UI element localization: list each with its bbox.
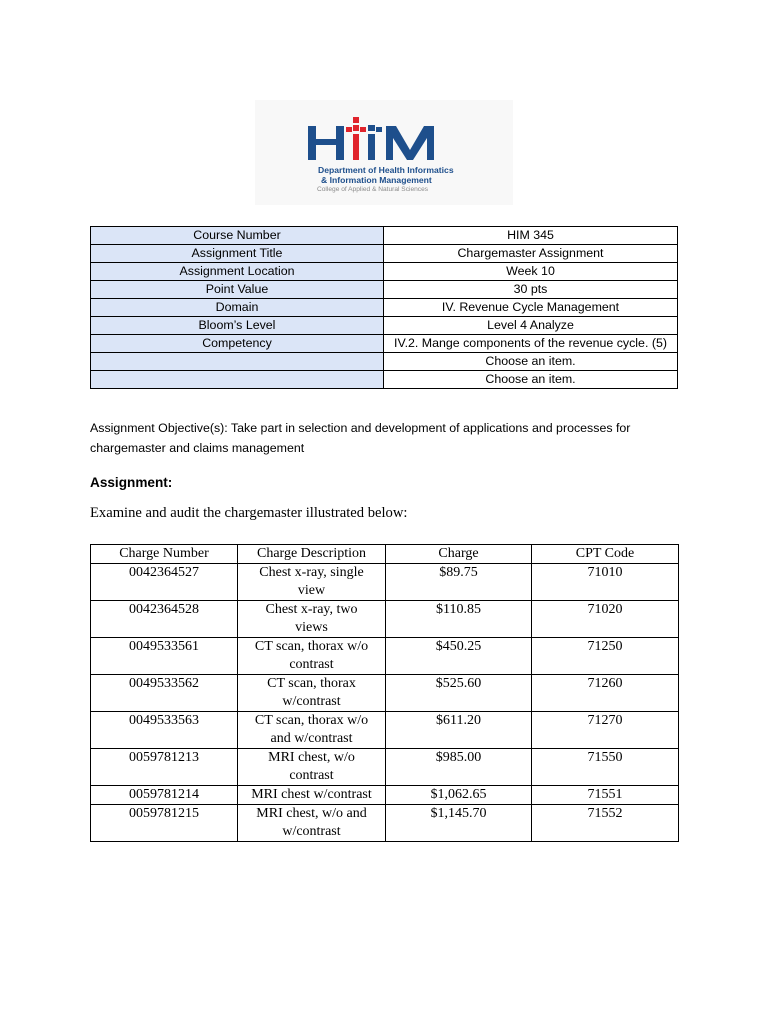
cpt-code: 71551 [532, 786, 679, 805]
info-value: Chargemaster Assignment [384, 245, 678, 263]
table-row [91, 317, 678, 335]
table-row [91, 335, 678, 353]
charge-number: 0049533561 [91, 638, 238, 675]
logo-department-line: Department of Health Informatics [318, 165, 454, 175]
table-row [91, 281, 678, 299]
cpt-code: 71550 [532, 749, 679, 786]
chargemaster-table [90, 544, 679, 842]
table-row [91, 564, 679, 601]
charge-description [238, 675, 386, 712]
table-row [91, 263, 678, 281]
charge-amount: $611.20 [386, 712, 532, 749]
column-header: Charge Description [238, 545, 386, 564]
info-value: Level 4 Analyze [384, 317, 678, 335]
cpt-code: 71010 [532, 564, 679, 601]
info-label: Assignment Title [91, 245, 384, 263]
table-row [91, 601, 679, 638]
table-row [91, 227, 678, 245]
description-line: CT scan, thorax [267, 676, 356, 691]
column-header: Charge Number [91, 545, 238, 564]
cpt-code: 71250 [532, 638, 679, 675]
info-label: Domain [91, 299, 384, 317]
description-line: w/contrast [282, 824, 341, 839]
charge-number: 0042364528 [91, 601, 238, 638]
info-label [91, 371, 384, 389]
description-line: CT scan, thorax w/o [254, 713, 369, 728]
table-row [91, 371, 678, 389]
description-line: contrast [289, 657, 334, 672]
assignment-objective [90, 418, 680, 458]
info-label: Bloom’s Level [91, 317, 384, 335]
course-info-table [90, 226, 678, 389]
table-row [91, 675, 679, 712]
charge-description [238, 601, 386, 638]
charge-description [238, 786, 386, 805]
column-header: CPT Code [532, 545, 679, 564]
description-line: Chest x-ray, single [259, 565, 364, 580]
description-line: MRI chest, w/o and [256, 806, 367, 821]
table-row [91, 638, 679, 675]
table-row [91, 749, 679, 786]
cpt-code: 71020 [532, 601, 679, 638]
info-value: Week 10 [384, 263, 678, 281]
charge-description [238, 638, 386, 675]
charge-description [238, 712, 386, 749]
table-row [91, 786, 679, 805]
logo-college-line: College of Applied & Natural Sciences [317, 186, 429, 193]
examine-instruction: Examine and audit the chargemaster illustrated below: [90, 505, 408, 521]
table-row [91, 353, 678, 371]
charge-description [238, 564, 386, 601]
table-header-row [91, 545, 679, 564]
info-label [91, 353, 384, 371]
description-line: view [297, 583, 326, 598]
info-value: HIM 345 [384, 227, 678, 245]
assignment-heading: Assignment: [90, 475, 173, 490]
table-row [91, 245, 678, 263]
table-row [91, 299, 678, 317]
description-line: views [295, 620, 328, 635]
charge-description [238, 749, 386, 786]
cpt-code: 71260 [532, 675, 679, 712]
description-line: contrast [289, 768, 334, 783]
description-line: w/contrast [282, 694, 341, 709]
objective-line: chargemaster and claims management [90, 441, 305, 455]
cpt-code: 71270 [532, 712, 679, 749]
choose-item-dropdown[interactable]: Choose an item. [384, 371, 678, 389]
charge-amount: $985.00 [386, 749, 532, 786]
charge-number: 0049533563 [91, 712, 238, 749]
charge-number: 0059781214 [91, 786, 238, 805]
info-value: 30 pts [384, 281, 678, 299]
charge-amount: $1,062.65 [386, 786, 532, 805]
charge-amount: $525.60 [386, 675, 532, 712]
charge-number: 0059781213 [91, 749, 238, 786]
description-line: MRI chest w/contrast [251, 787, 372, 802]
charge-description [238, 805, 386, 842]
info-label: Assignment Location [91, 263, 384, 281]
info-label: Point Value [91, 281, 384, 299]
charge-number: 0059781215 [91, 805, 238, 842]
cpt-code: 71552 [532, 805, 679, 842]
info-value: IV.2. Mange components of the revenue cycle. (5) [384, 335, 678, 353]
hiim-logo [300, 112, 470, 167]
table-row [91, 805, 679, 842]
charge-amount: $89.75 [386, 564, 532, 601]
description-line: MRI chest, w/o [268, 750, 355, 765]
info-value: IV. Revenue Cycle Management [384, 299, 678, 317]
choose-item-dropdown[interactable]: Choose an item. [384, 353, 678, 371]
charge-amount: $110.85 [386, 601, 532, 638]
description-line: Chest x-ray, two [265, 602, 358, 617]
objective-line: Assignment Objective(s): Take part in selection and development of applications and processes for [90, 421, 631, 435]
charge-number: 0042364527 [91, 564, 238, 601]
table-row [91, 712, 679, 749]
column-header: Charge [386, 545, 532, 564]
info-label: Course Number [91, 227, 384, 245]
description-line: and w/contrast [270, 731, 353, 746]
charge-number: 0049533562 [91, 675, 238, 712]
charge-amount: $450.25 [386, 638, 532, 675]
info-label: Competency [91, 335, 384, 353]
logo-department-line-2: & Information Management [321, 175, 432, 185]
description-line: CT scan, thorax w/o [254, 639, 369, 654]
charge-amount: $1,145.70 [386, 805, 532, 842]
